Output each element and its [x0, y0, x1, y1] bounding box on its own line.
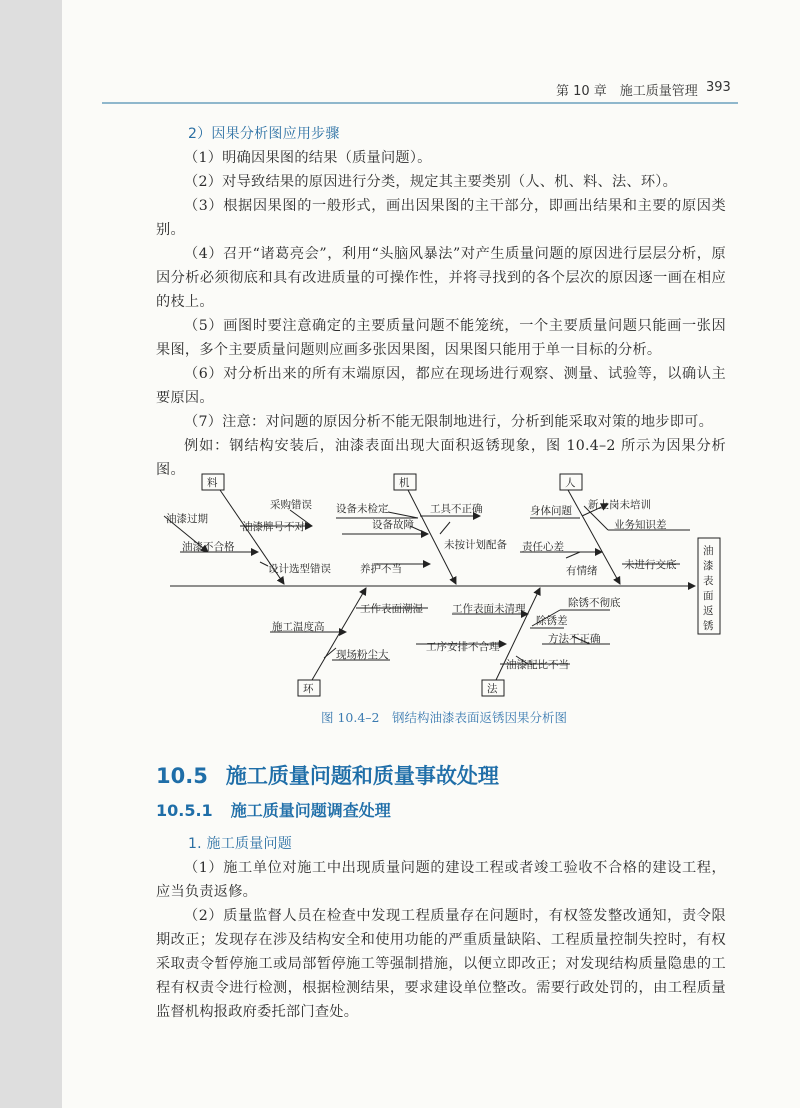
- cause-label: 除锈不彻底: [568, 597, 621, 609]
- cause-label: 工序安排不合理: [426, 641, 500, 653]
- cause-label: 方法不正确: [548, 633, 601, 645]
- cause-label: 设计选型错误: [268, 563, 331, 575]
- result-char: 返: [703, 605, 714, 617]
- section-title: 施工质量问题和质量事故处理: [225, 764, 499, 788]
- fishbone-diagram: [160, 468, 728, 700]
- cause-label: 现场粉尘大: [336, 649, 389, 661]
- figure-caption: 图 10.4–2 钢结构油漆表面返锈因果分析图: [320, 710, 567, 725]
- section-number: 10.5.1: [156, 801, 213, 820]
- cause-label: 责任心差: [522, 541, 564, 553]
- cause-label: 施工温度高: [272, 621, 325, 633]
- paragraph: （2）对导致结果的原因进行分类，规定其主要类别（人、机、料、法、环）。: [184, 174, 678, 190]
- paragraph: （3）根据因果图的一般形式，画出因果图的主干部分，即画出结果和主要的原因类别。: [156, 198, 726, 238]
- result-char: 油: [703, 545, 714, 557]
- cause-label: 除锈差: [536, 615, 568, 627]
- result-label: [703, 544, 714, 632]
- category-label-man: 人: [565, 477, 576, 489]
- section-body: [156, 832, 726, 1024]
- paragraph: （1）施工单位对施工中出现质量问题的建设工程或者竣工验收不合格的建设工程，应当负责返修。: [156, 860, 726, 900]
- cause-label: 设备故障: [372, 519, 414, 531]
- result-char: 表: [703, 575, 714, 587]
- cause-label: 工作表面潮湿: [360, 603, 423, 615]
- subhead-quality-problems: 1. 施工质量问题: [188, 836, 293, 852]
- paragraph: （4）召开“诸葛亮会”，利用“头脑风暴法”对产生质量问题的原因进行层层分析，原因分析必须彻底和具有改进质量的可操作性，并将寻找到的各个层次的原因逐一画在相应的枝上。: [156, 246, 726, 310]
- paragraph: （7）注意：对问题的原因分析不能无限制地进行，分析到能采取对策的地步即可。: [184, 414, 714, 430]
- cause-label: 油漆不合格: [182, 541, 235, 553]
- cause-label: 未进行交底: [624, 559, 677, 571]
- cause-label: 油漆过期: [166, 513, 208, 525]
- cause-label: 油漆牌号不对: [242, 521, 305, 533]
- paragraph: （1）明确因果图的结果（质量问题）。: [184, 150, 432, 166]
- fishbone-svg: [160, 468, 728, 700]
- category-label-method: 法: [487, 683, 498, 695]
- cause-label: 设备未检定: [336, 503, 389, 515]
- page-number: 393: [706, 80, 731, 95]
- cause-label: 采购错误: [270, 499, 312, 511]
- intro-section: [156, 122, 726, 482]
- result-char: 面: [703, 590, 714, 602]
- result-char: 漆: [703, 560, 714, 572]
- paragraph: （6）对分析出来的所有末端原因，都应在现场进行观察、测量、试验等，以确认主要原因。: [156, 366, 726, 406]
- paragraph: （2）质量监督人员在检查中发现工程质量存在问题时，有权签发整改通知，责令限期改正；发现存在涉及结构安全和使用功能的严重质量缺陷、工程质量控制失控时，有权采取责令暂停施工或局部暂停施工等强制措施，以便立即改正；对发现结构质量隐患的工程有权责令进行检测，根据检测结果，要求建设单位整改。需要行政处罚的，由工程质量监督机构报政府委托部门查处。: [156, 908, 726, 1020]
- subhead-steps: 2）因果分析图应用步骤: [188, 126, 340, 142]
- cause-label: 未按计划配备: [444, 539, 507, 551]
- section-heading-10-5-1: [156, 798, 391, 821]
- section-title: 施工质量问题调查处理: [230, 801, 391, 820]
- section-number: 10.5: [156, 764, 208, 788]
- section-heading-10-5: [156, 760, 499, 790]
- cause-label: 工作表面未清理: [452, 603, 526, 615]
- paragraph: （5）画图时要注意确定的主要质量问题不能笼统，一个主要质量问题只能画一张因果图，多个主要质量问题则应画多张因果图，因果图只能用于单一目标的分析。: [156, 318, 726, 358]
- category-label-material: 料: [207, 477, 218, 489]
- paragraph: 例如：钢结构安装后，油漆表面出现大面积返锈现象，图 10.4–2 所示为因果分析图。: [156, 438, 726, 478]
- header-rule: [102, 102, 738, 104]
- category-label-machine: 机: [399, 477, 410, 489]
- result-char: 锈: [703, 620, 714, 632]
- cause-label: 身体问题: [530, 505, 572, 517]
- cause-label: 有情绪: [566, 565, 598, 577]
- category-label-environment: 环: [303, 683, 314, 695]
- cause-label: 业务知识差: [614, 519, 667, 531]
- cause-label: 工具不正确: [430, 503, 483, 515]
- cause-label: 油漆配比不当: [506, 659, 569, 671]
- cause-label: 新上岗未培训: [588, 499, 651, 511]
- bone-environment: [312, 588, 366, 680]
- cause-label: 养护不当: [360, 563, 402, 575]
- running-header-chapter: 第 10 章 施工质量管理: [556, 84, 698, 99]
